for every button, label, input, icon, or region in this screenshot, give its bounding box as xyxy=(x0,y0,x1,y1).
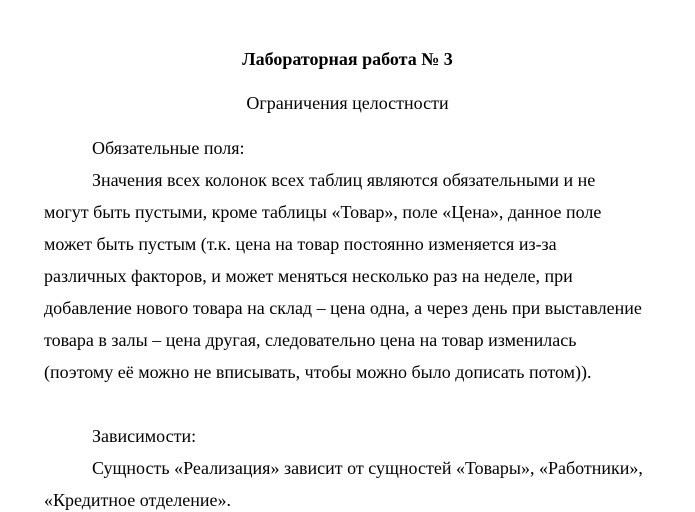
paragraph-line: может быть пустым (т.к. цена на товар постоянно изменяется из-за xyxy=(44,234,557,254)
paragraph-line: добавление нового товара на склад – цена одна, а через день при выставление xyxy=(44,298,642,318)
section-heading-required-fields: Обязательные поля: xyxy=(92,138,245,158)
document-subtitle: Ограничения целостности xyxy=(246,93,449,113)
paragraph-line: могут быть пустыми, кроме таблицы «Товар», поле «Цена», данное поле xyxy=(44,202,602,222)
paragraph-line: различных факторов, и может меняться несколько раз на неделе, при xyxy=(44,266,573,286)
paragraph-line: «Кредитное отделение». xyxy=(44,490,232,510)
paragraph-line: Значения всех колонок всех таблиц являются обязательными и не xyxy=(92,170,596,190)
paragraph-line: Сущность «Реализация» зависит от сущностей «Товары», «Работники», xyxy=(92,458,643,478)
document-title: Лабораторная работа № 3 xyxy=(242,49,453,69)
paragraph-line: (поэтому её можно не вписывать, чтобы можно было дописать потом)). xyxy=(44,362,592,382)
paragraph-line: товара в залы – цена другая, следовательно цена на товар изменилась xyxy=(44,330,577,350)
section-heading-dependencies: Зависимости: xyxy=(92,426,197,446)
